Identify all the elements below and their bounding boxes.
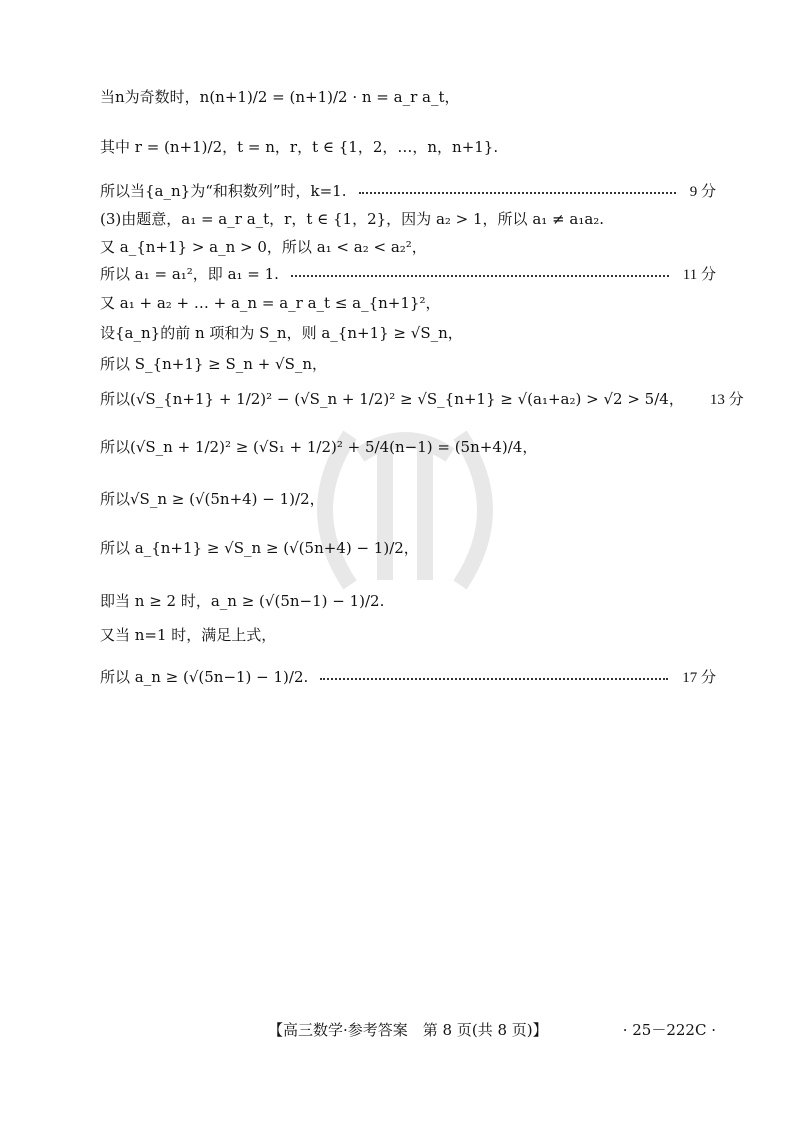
math-text: 又 a_{n+1} > a_n > 0，所以 a₁ < a₂ < a₂²， xyxy=(100,238,427,256)
leader-dots xyxy=(320,678,668,680)
score-label: 11 分 xyxy=(682,267,716,283)
math-text: 当n为奇数时，n(n+1)/2 = (n+1)/2 · n = a_r a_t， xyxy=(100,88,460,106)
math-text: 所以当{a_n}为“和积数列”时，k=1. xyxy=(100,182,347,200)
solution-line xyxy=(100,180,716,201)
leader-dots xyxy=(291,275,669,277)
solution-line xyxy=(100,488,716,509)
math-text: 所以(√S_n + 1/2)² ≥ (√S₁ + 1/2)² + 5/4(n−1) = (5n+4)/4， xyxy=(100,438,538,456)
footer-code: · 25－222C · xyxy=(622,1021,716,1039)
solution-line xyxy=(100,236,716,257)
solution-line xyxy=(100,292,716,313)
score-label: 9 分 xyxy=(689,184,716,200)
math-text: 所以 S_{n+1} ≥ S_n + √S_n， xyxy=(100,355,328,373)
solution-line xyxy=(100,624,716,645)
math-text: (3)由题意，a₁ = a_r a_t，r，t ∈ {1，2}，因为 a₂ > 1，所以 a₁ ≠ a₁a₂. xyxy=(100,210,605,228)
leader-dots xyxy=(359,192,676,194)
math-text: 所以(√S_{n+1} + 1/2)² − (√S_n + 1/2)² ≥ √S_{n+1} ≥ √(a₁+a₂) > √2 > 5/4， xyxy=(100,390,684,408)
math-text: 所以 a_n ≥ (√(5n−1) − 1)/2. xyxy=(100,668,309,686)
solution-line xyxy=(100,136,716,157)
solution-line xyxy=(100,388,744,409)
math-text: 又 a₁ + a₂ + … + a_n = a_r a_t ≤ a_{n+1}²， xyxy=(100,294,441,312)
math-text: 所以 a_{n+1} ≥ √S_n ≥ (√(5n+4) − 1)/2， xyxy=(100,539,419,557)
math-text: 又当 n=1 时，满足上式， xyxy=(100,626,277,644)
math-text: 设{a_n}的前 n 项和为 S_n，则 a_{n+1} ≥ √S_n， xyxy=(100,324,463,342)
math-text: 所以 a₁ = a₁²，即 a₁ = 1. xyxy=(100,265,279,283)
score-label: 13 分 xyxy=(709,392,744,408)
score-label: 17 分 xyxy=(682,670,716,686)
solution-line xyxy=(100,537,716,558)
math-text: 即当 n ≥ 2 时，a_n ≥ (√(5n−1) − 1)/2. xyxy=(100,592,385,610)
footer-title: 【高三数学·参考答案 第 8 页(共 8 页)】 xyxy=(268,1021,548,1039)
solution-line xyxy=(100,666,716,687)
solution-line xyxy=(100,353,716,374)
math-text: 其中 r = (n+1)/2，t = n，r，t ∈ {1，2，…，n，n+1}. xyxy=(100,138,499,156)
solution-line xyxy=(100,263,716,284)
solution-line xyxy=(100,208,716,229)
solution-line xyxy=(100,590,716,611)
solution-line xyxy=(100,86,716,107)
solution-line xyxy=(100,436,716,457)
solution-line xyxy=(100,322,716,343)
math-text: 所以√S_n ≥ (√(5n+4) − 1)/2， xyxy=(100,490,325,508)
